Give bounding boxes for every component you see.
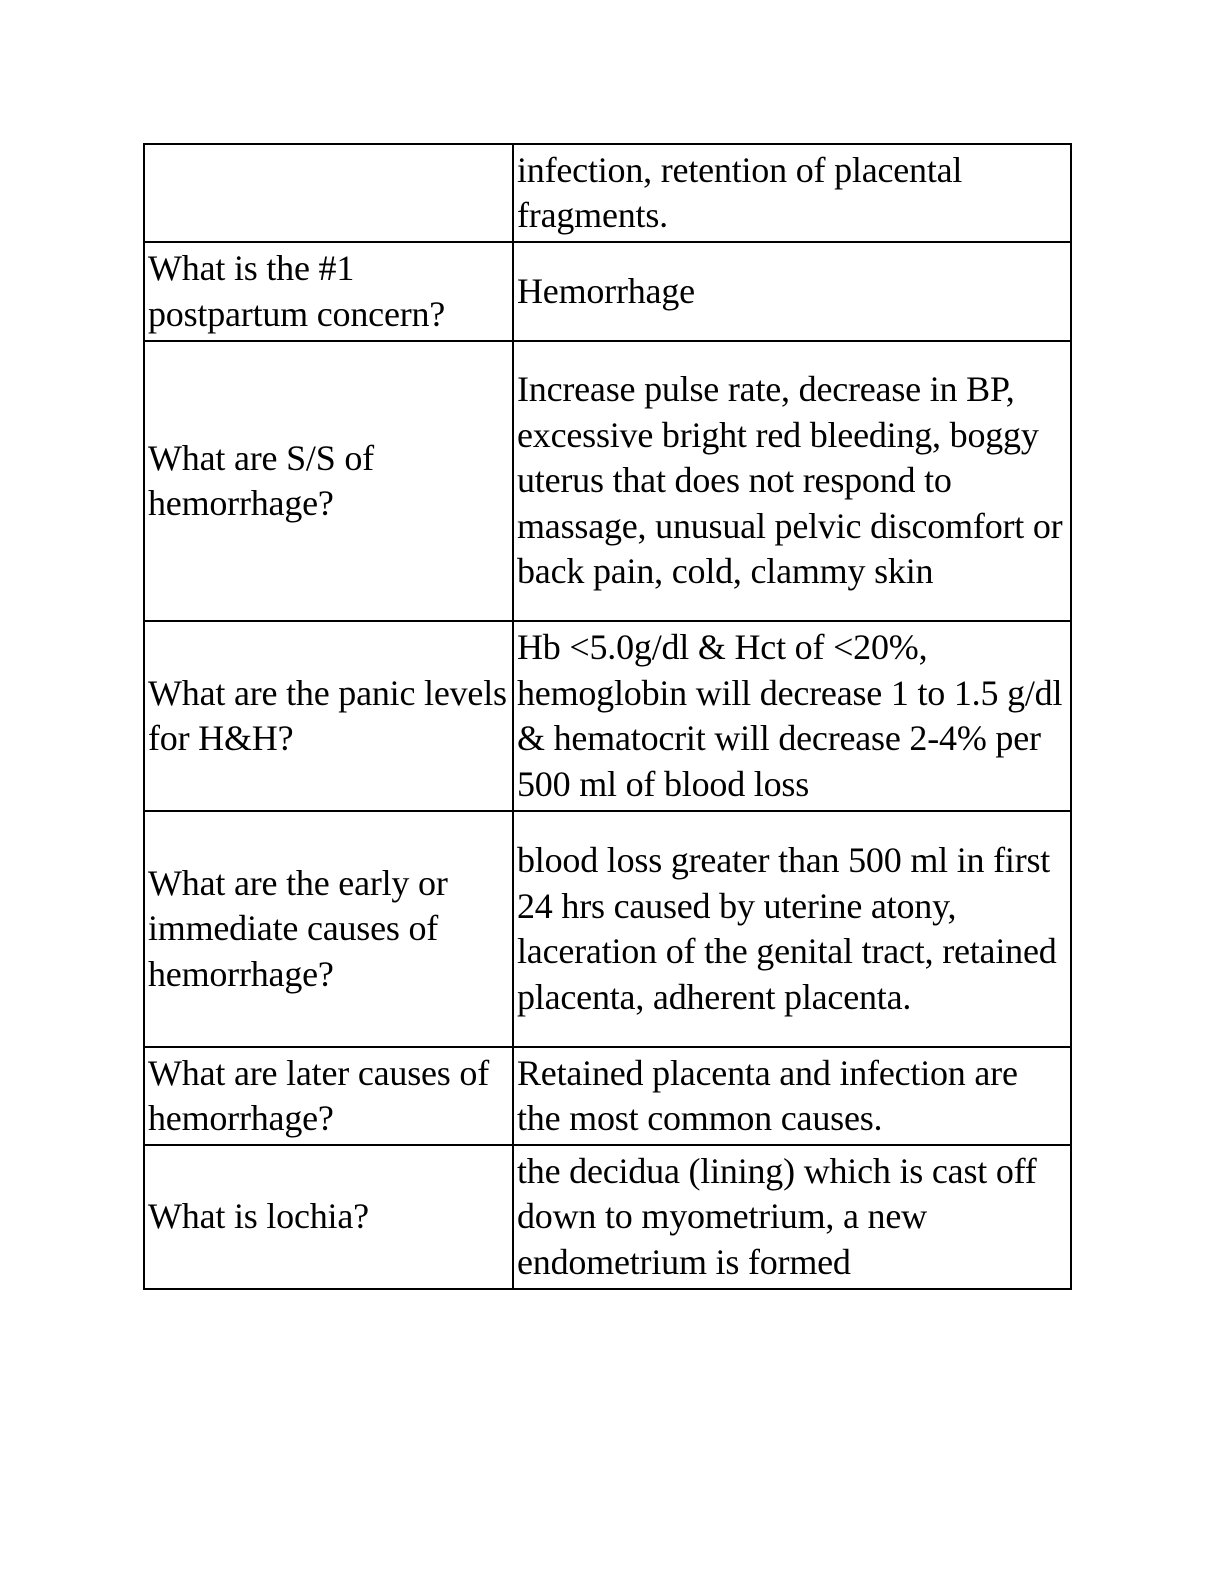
table-row (144, 242, 1071, 341)
answer-cell: infection, retention of placental fragments. (513, 144, 1071, 242)
table-row (144, 1145, 1071, 1289)
answer-cell: Hb <5.0g/dl & Hct of <20%, hemoglobin will decrease 1 to 1.5 g/dl & hematocrit will decrease 2-4% per 500 ml of blood loss (513, 621, 1071, 811)
table-row (144, 1047, 1071, 1145)
table-row (144, 341, 1071, 621)
answer-cell: Increase pulse rate, decrease in BP, excessive bright red bleeding, boggy uterus that does not respond to massage, unusual pelvic discomfort or back pain, cold, clammy skin (513, 341, 1071, 621)
flashcard-table (143, 143, 1072, 1290)
question-cell (144, 144, 513, 242)
answer-cell: blood loss greater than 500 ml in first 24 hrs caused by uterine atony, laceration of the genital tract, retained placenta, adherent placenta. (513, 811, 1071, 1047)
question-cell: What are the panic levels for H&H? (144, 621, 513, 811)
table-row (144, 811, 1071, 1047)
answer-cell: the decidua (lining) which is cast off down to myometrium, a new endometrium is formed (513, 1145, 1071, 1289)
answer-cell: Retained placenta and infection are the most common causes. (513, 1047, 1071, 1145)
table-row (144, 144, 1071, 242)
question-cell: What are S/S of hemorrhage? (144, 341, 513, 621)
answer-cell: Hemorrhage (513, 242, 1071, 341)
table-row (144, 621, 1071, 811)
question-cell: What are later causes of hemorrhage? (144, 1047, 513, 1145)
question-cell: What are the early or immediate causes of hemorrhage? (144, 811, 513, 1047)
question-cell: What is lochia? (144, 1145, 513, 1289)
question-cell: What is the #1 postpartum concern? (144, 242, 513, 341)
